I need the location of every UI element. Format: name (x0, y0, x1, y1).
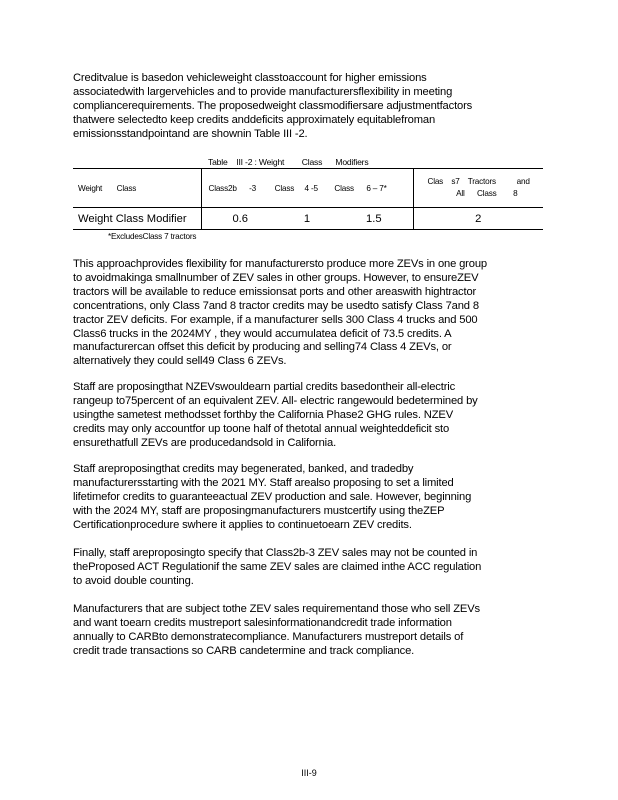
text-line: manufacturercan offset this deficit by producing and selling74 Class 4 ZEVs, or (73, 341, 452, 354)
header-class-groups: Class2b -3 Class 4 -5 Class 6 – 7* (201, 169, 413, 208)
modifier-class-7-8-tractors: 2 (413, 208, 543, 230)
text-line: Certificationprocedure swhere it applies to continuetoearn ZEV credits. (73, 518, 412, 531)
text-line: credits may only accountfor up toone half of thetotal annual weighteddeficit sto (73, 422, 450, 435)
text-line: Staff areproposingthat credits may begenerated, banked, and tradedby (73, 463, 414, 475)
text-line: lifetimefor credits to guaranteeactual ZEV production and sale. However, beginning (73, 490, 472, 503)
header-weight-class: Weight Class (73, 169, 201, 208)
table-row (73, 208, 543, 230)
table-footnote: *ExcludesClass 7 tractors (108, 232, 197, 241)
text-line: Manufacturers that are subject tothe ZEV sales requirementand those who sell ZEVs (73, 603, 480, 615)
modifier-class-4-5: 1 (303, 212, 311, 225)
text-line: compliancerequirements. The proposedweight classmodifiersare adjustmentfactors (73, 99, 473, 112)
paragraph-double-counting (73, 547, 545, 589)
text-line: Finally, staff areproposingto specify that Class2b-3 ZEV sales may not be counted in (73, 547, 478, 559)
text-line: Class6 trucks in the 2024MY , they would accumulatea deficit of 73.5 credits. A (73, 327, 452, 340)
row-label: Weight Class Modifier (73, 208, 201, 230)
paragraph-reporting (73, 603, 545, 659)
header-tractors-line1: Clas s7 Tractors and (427, 177, 530, 186)
header-class-7-8-tractors (413, 169, 543, 208)
text-line: with the 2024 MY, staff are proposingmanufacturers mustcertify using theZEP (73, 504, 445, 517)
text-line: Staff are proposingthat NZEVswouldearn partial credits basedontheir all-electric (73, 381, 456, 393)
modifier-class-2b-3: 0.6 (232, 212, 248, 225)
text-line: to avoid double counting. (73, 574, 194, 587)
paragraph-credit-banking (73, 463, 545, 533)
text-line: Creditvalue is basedon vehicleweight classtoaccount for higher emissions (73, 72, 427, 84)
text-line: thatwere selectedto keep credits anddeficits approximately equitablefroman (73, 113, 436, 126)
paragraph-credit-value (73, 72, 545, 142)
text-line: ensurethatfull ZEVs are producedandsold in California. (73, 436, 337, 449)
text-line: manufacturersstarting with the 2021 MY. Staff arealso proposing to set a limited (73, 476, 454, 489)
text-line: emissionsstandpointand are shownin Table III -2. (73, 127, 308, 140)
weight-class-modifiers-table (73, 168, 543, 230)
text-line: associatedwith largervehicles and to provide manufacturersflexibility in meeting (73, 85, 453, 98)
text-line: This approachprovides flexibility for manufacturersto produce more ZEVs in one group (73, 258, 487, 270)
text-line: tractor ZEV deficits. For example, if a manufacturer sells 300 Class 4 trucks and 500 (73, 313, 478, 326)
text-line: tractors will be available to reduce emissionsat ports and other areaswith hightractor (73, 285, 477, 298)
text-line: and want toearn credits mustreport salesinformationandcredit trade information (73, 616, 452, 629)
table-header-row (73, 169, 543, 208)
modifier-class-6-7: 1.5 (366, 212, 382, 225)
header-tractors-line2: All Class 8 (427, 189, 518, 198)
text-line: credit trade transactions so CARB candetermine and track compliance. (73, 644, 415, 657)
page-number: III-9 (301, 768, 317, 778)
text-line: annually to CARBto demonstratecompliance. Manufacturers mustreport details of (73, 630, 464, 643)
text-line: to avoidmakinga smallnumber of ZEV sales in other groups. However, to ensureZEV (73, 271, 479, 284)
paragraph-nzev-credits (73, 381, 545, 451)
paragraph-flexibility (73, 258, 545, 369)
text-line: theProposed ACT Regulationif the same ZEV sales are claimed inthe ACC regulation (73, 560, 482, 573)
table-caption: Table III -2 : Weight Class Modifiers (208, 157, 369, 167)
text-line: alternatively they could sell49 Class 6 ZEVs. (73, 355, 287, 368)
text-line: concentrations, only Class 7and 8 tractor credits may be usedto satisfy Class 7and 8 (73, 299, 479, 312)
text-line: rangeup to75percent of an equivalent ZEV. All- electric rangewould bedetermined by (73, 394, 478, 407)
text-line: usingthe sametest methodsset forthby the California Phase2 GHG rules. NZEV (73, 408, 454, 421)
row-values-group (201, 208, 413, 230)
